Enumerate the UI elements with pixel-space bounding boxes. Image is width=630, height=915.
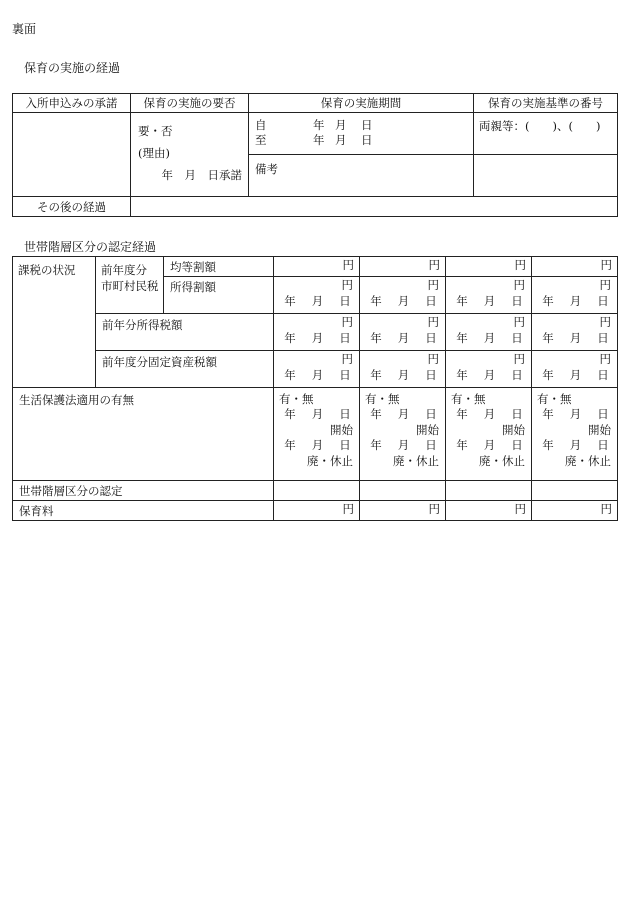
header-period: 保育の実施期間 (249, 94, 474, 113)
section-title-class: 世帯階層区分の認定経過 (24, 240, 157, 254)
prev-property-tax-cell (532, 351, 618, 388)
remarks-value-cell (474, 155, 618, 197)
class-cert-text: 世帯階層区分の認定 (19, 484, 123, 498)
remarks-label: 備考 (255, 162, 278, 176)
equal-levy-3 (446, 257, 532, 277)
approval-date: 年 月 日承諾 (161, 168, 242, 182)
month-label: 月 (311, 367, 324, 382)
month-label: 月 (483, 330, 496, 345)
month-label: 月 (569, 367, 582, 382)
prev-income-tax-cell (360, 314, 446, 351)
day-label: 日 (339, 407, 351, 421)
period-to-label: 至 (255, 133, 267, 147)
day-label: 日 (511, 407, 523, 421)
day-label: 日 (597, 367, 609, 382)
after-label: その後の経過 (13, 197, 131, 217)
prev-income-tax-label (96, 314, 274, 351)
welfare-label (13, 388, 274, 481)
year-label: 年 (284, 367, 296, 382)
year-label: 年 (284, 438, 296, 452)
date-line (274, 331, 359, 347)
year-label: 年 (370, 438, 382, 452)
day-label: 日 (339, 293, 351, 308)
yen-label: 円 (341, 352, 353, 366)
day-label: 日 (339, 438, 351, 452)
prev-property-tax-cell (360, 351, 446, 388)
yes-no-choice: 有・無 (451, 392, 486, 406)
day-label: 日 (425, 293, 437, 308)
year-label: 年 (370, 407, 382, 421)
day-label: 日 (425, 330, 437, 345)
yen-label: 円 (427, 352, 439, 366)
year-label: 年 (284, 407, 296, 421)
month-label: 月 (335, 118, 347, 132)
income-levy-cell (274, 277, 360, 314)
month-label: 月 (569, 293, 582, 308)
income-levy-label (164, 277, 274, 314)
yen-label: 円 (599, 352, 611, 366)
yen-label: 円 (342, 258, 354, 272)
year-label: 年 (542, 407, 554, 421)
yen-label: 円 (513, 278, 525, 292)
stop-label: 廃・休止 (479, 453, 525, 468)
date-line (360, 331, 445, 347)
day-label: 日 (511, 438, 523, 452)
month-label: 月 (311, 438, 324, 452)
year-label: 年 (370, 330, 382, 345)
fee-text: 保育料 (19, 504, 54, 518)
need-cell (131, 113, 249, 197)
day-label: 日 (425, 407, 437, 421)
date-line (360, 407, 445, 423)
date-line (532, 294, 617, 310)
date-line (274, 407, 359, 423)
yen-label: 円 (600, 258, 612, 272)
welfare-cell (274, 388, 360, 481)
need-choice: 要・否 (138, 124, 173, 138)
prev-municipal-text: 前年度分 市町村民税 (101, 263, 159, 293)
date-line (360, 438, 445, 454)
remarks-cell (249, 155, 474, 197)
day-label: 日 (425, 367, 437, 382)
prev-income-tax-cell (446, 314, 532, 351)
day-label: 日 (339, 330, 351, 345)
year-label: 年 (456, 293, 468, 308)
month-label: 月 (311, 293, 324, 308)
equal-levy-text: 均等割額 (170, 260, 216, 274)
date-line (446, 438, 531, 454)
start-label: 開始 (588, 422, 611, 437)
fee-cell (532, 501, 618, 521)
year-label: 年 (542, 367, 554, 382)
year-label: 年 (456, 407, 468, 421)
yen-label: 円 (428, 258, 440, 272)
income-levy-cell (360, 277, 446, 314)
year-label: 年 (542, 293, 554, 308)
after-value-cell (131, 197, 618, 217)
welfare-cell (446, 388, 532, 481)
class-cert-cell (274, 481, 360, 501)
day-label: 日 (511, 367, 523, 382)
period-from-label: 自 (255, 118, 267, 132)
month-label: 月 (335, 133, 347, 147)
start-label: 開始 (416, 422, 439, 437)
yes-no-choice: 有・無 (279, 392, 314, 406)
day-label: 日 (425, 438, 437, 452)
welfare-cell (360, 388, 446, 481)
date-line (274, 438, 359, 454)
month-label: 月 (397, 438, 410, 452)
stop-label: 廃・休止 (307, 453, 353, 468)
month-label: 月 (483, 407, 496, 421)
year-label: 年 (456, 438, 468, 452)
yen-label: 円 (427, 315, 439, 329)
date-line (274, 368, 359, 384)
date-line (446, 407, 531, 423)
month-label: 月 (397, 330, 410, 345)
date-line (360, 368, 445, 384)
day-label: 日 (361, 118, 373, 132)
period-cell (249, 113, 474, 155)
year-label: 年 (456, 330, 468, 345)
date-line (360, 294, 445, 310)
class-cert-cell (446, 481, 532, 501)
income-levy-cell (532, 277, 618, 314)
date-line (274, 294, 359, 310)
standard-value: 両親等：( )、( ) (479, 119, 601, 133)
year-label: 年 (456, 367, 468, 382)
yen-label: 円 (428, 502, 440, 516)
yen-label: 円 (599, 278, 611, 292)
prev-municipal-label (96, 257, 164, 314)
standard-cell (474, 113, 618, 155)
day-label: 日 (339, 367, 351, 382)
income-levy-text: 所得割額 (170, 280, 216, 294)
equal-levy-4 (532, 257, 618, 277)
yen-label: 円 (341, 278, 353, 292)
year-label: 年 (313, 133, 325, 147)
yen-label: 円 (599, 315, 611, 329)
date-line (446, 331, 531, 347)
yen-label: 円 (600, 502, 612, 516)
year-label: 年 (284, 330, 296, 345)
class-cert-label (13, 481, 274, 501)
year-label: 年 (370, 367, 382, 382)
prev-property-tax-text: 前年度分固定資産税額 (102, 355, 217, 369)
process-table (12, 93, 618, 217)
welfare-text: 生活保護法適用の有無 (19, 393, 134, 407)
month-label: 月 (397, 293, 410, 308)
month-label: 月 (311, 407, 324, 421)
stop-label: 廃・休止 (393, 453, 439, 468)
year-label: 年 (370, 293, 382, 308)
day-label: 日 (597, 407, 609, 421)
equal-levy-2 (360, 257, 446, 277)
fee-cell (360, 501, 446, 521)
prev-property-tax-label (96, 351, 274, 388)
section-title-process: 保育の実施の経過 (24, 61, 121, 75)
class-cert-cell (532, 481, 618, 501)
class-cert-cell (360, 481, 446, 501)
prev-property-tax-cell (274, 351, 360, 388)
day-label: 日 (597, 438, 609, 452)
yen-label: 円 (513, 315, 525, 329)
day-label: 日 (511, 330, 523, 345)
month-label: 月 (483, 293, 496, 308)
acceptance-cell (13, 113, 131, 197)
day-label: 日 (511, 293, 523, 308)
fee-cell (446, 501, 532, 521)
equal-levy-1 (274, 257, 360, 277)
fee-label (13, 501, 274, 521)
yen-label: 円 (514, 258, 526, 272)
month-label: 月 (483, 438, 496, 452)
year-label: 年 (542, 330, 554, 345)
yen-label: 円 (341, 315, 353, 329)
yen-label: 円 (342, 502, 354, 516)
page-label: 裏面 (12, 22, 37, 36)
month-label: 月 (483, 367, 496, 382)
yen-label: 円 (427, 278, 439, 292)
month-label: 月 (569, 438, 582, 452)
prev-income-tax-text: 前年分所得税額 (102, 318, 183, 332)
start-label: 開始 (502, 422, 525, 437)
welfare-cell (532, 388, 618, 481)
day-label: 日 (597, 293, 609, 308)
header-standard: 保育の実施基準の番号 (474, 94, 618, 113)
prev-income-tax-cell (274, 314, 360, 351)
yen-label: 円 (513, 352, 525, 366)
date-line (446, 368, 531, 384)
month-label: 月 (397, 367, 410, 382)
class-table (12, 256, 618, 521)
header-need: 保育の実施の要否 (131, 94, 249, 113)
tax-status-text: 課税の状況 (18, 263, 76, 277)
equal-levy-label (164, 257, 274, 277)
date-line (532, 438, 617, 454)
month-label: 月 (311, 330, 324, 345)
reason-label: (理由) (138, 146, 170, 160)
date-line (446, 294, 531, 310)
date-line (532, 331, 617, 347)
year-label: 年 (542, 438, 554, 452)
year-label: 年 (284, 293, 296, 308)
start-label: 開始 (330, 422, 353, 437)
date-line (532, 368, 617, 384)
date-line (532, 407, 617, 423)
year-label: 年 (313, 118, 325, 132)
tax-status-label (13, 257, 96, 388)
yes-no-choice: 有・無 (365, 392, 400, 406)
month-label: 月 (397, 407, 410, 421)
header-acceptance: 入所申込みの承諾 (13, 94, 131, 113)
income-levy-cell (446, 277, 532, 314)
day-label: 日 (361, 133, 373, 147)
prev-property-tax-cell (446, 351, 532, 388)
month-label: 月 (569, 407, 582, 421)
yes-no-choice: 有・無 (537, 392, 572, 406)
day-label: 日 (597, 330, 609, 345)
yen-label: 円 (514, 502, 526, 516)
fee-cell (274, 501, 360, 521)
prev-income-tax-cell (532, 314, 618, 351)
month-label: 月 (569, 330, 582, 345)
stop-label: 廃・休止 (565, 453, 611, 468)
